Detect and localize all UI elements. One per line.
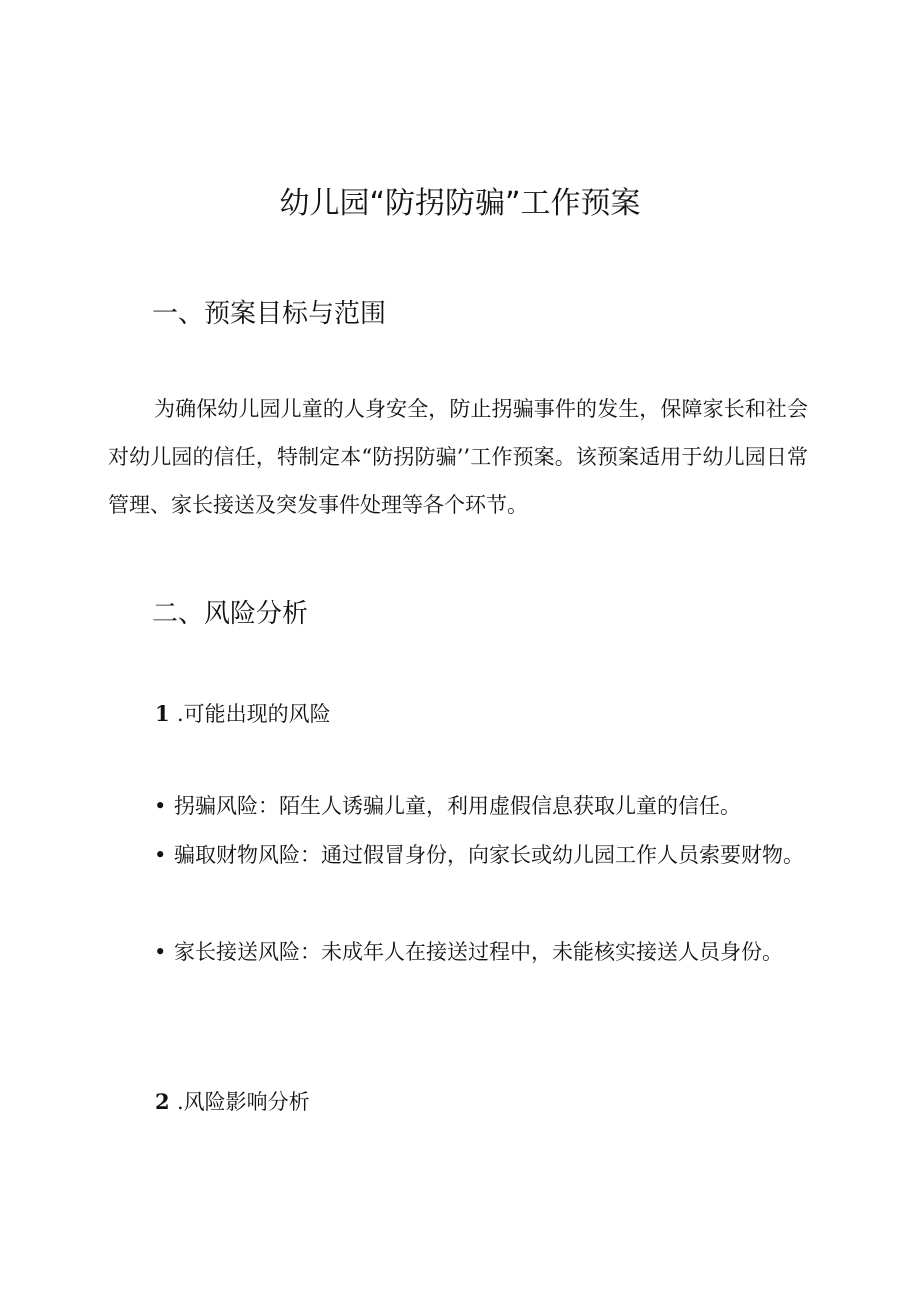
list-item-text: 家长接送风险：未成年人在接送过程中，未能核实接送人员身份。 — [174, 940, 783, 964]
subheading-number: 2 — [155, 1089, 170, 1114]
subheading-label: .可能出现的风险 — [177, 702, 331, 726]
subheading-possible-risks — [155, 698, 331, 730]
list-item-text: 骗取财物风险：通过假冒身份，向家长或幼儿园工作人员索要财物。 — [174, 843, 804, 867]
section-paragraph-goals: 为确保幼儿园儿童的人身安全，防止拐骗事件的发生，保障家长和社会对幼儿园的信任，特制定本“防拐防骗’’工作预案。该预案适用于幼儿园日常管理、家长接送及突发事件处理等各个环节。 — [108, 397, 808, 517]
subheading-number: 1 — [155, 701, 170, 726]
subheading-label: .风险影响分析 — [177, 1090, 310, 1114]
list-item — [108, 831, 808, 879]
list-item — [108, 782, 808, 830]
list-item-text: 拐骗风险：陌生人诱骗儿童，利用虚假信息获取儿童的信任。 — [174, 794, 741, 818]
section-heading-goals: 一、预案目标与范围 — [152, 299, 387, 329]
bullet-icon: • — [154, 794, 167, 818]
document-title: 幼儿园“防拐防骗”工作预案 — [279, 186, 641, 221]
subheading-risk-impact — [155, 1086, 310, 1118]
bullet-icon: • — [154, 940, 167, 964]
section-heading-risk: 二、风险分析 — [152, 599, 309, 629]
list-item — [108, 928, 808, 976]
bullet-icon: • — [154, 843, 167, 867]
